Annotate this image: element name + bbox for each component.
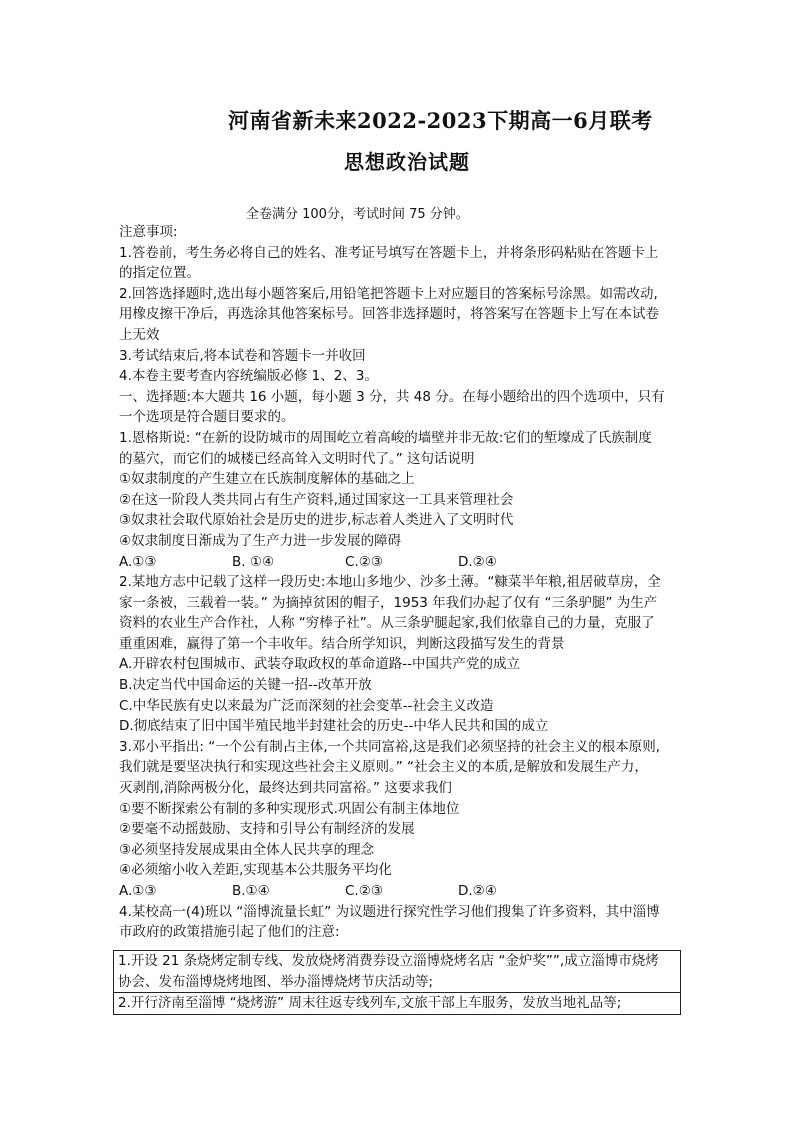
question-2-choice: D.彻底结束了旧中国半殖民地半封建社会的历史--中华人民共和国的成立	[119, 718, 549, 735]
option-b: B. ①④	[232, 553, 275, 570]
table-line: 2.开行济南至淄博 “烧烤游” 周末往返专线列车,文旅干部上车服务，发放当地礼品等;	[118, 995, 622, 1012]
question-1-stem: 1.恩格斯说: “在新的设防城市的周围屹立着高峻的墙壁并非无故:它们的堑壕成了氏族制度	[119, 429, 652, 446]
question-3-item: ②要毫不动摇鼓励、支持和引导公有制经济的发展	[119, 821, 415, 838]
table-cell	[114, 993, 681, 1015]
question-2-choice: B.决定当代中国命运的关键一招--改革开放	[119, 677, 372, 694]
question-1-item: ③奴隶社会取代原始社会是历史的进步,标志着人类进入了文明时代	[119, 512, 514, 529]
option-c: C.②③	[345, 553, 383, 570]
question-2-choice: C.中华民族有史以来最为广泛而深刻的社会变革--社会主义改造	[119, 697, 494, 714]
table-line: 1.开设 21 条烧烤定制专线、发放烧烤消费券设立淄博烧烤名店 “金炉奖””,成立淄博市烧烤	[118, 953, 659, 969]
question-3-item: ③必须坚持发展成果由全体人民共享的理念	[119, 841, 375, 858]
exam-meta: 全卷满分 100分，考试时间 75 分钟。	[246, 207, 469, 222]
question-2-stem: 家一条被，三载着一装。” 为摘掉贫困的帽子，1953 年我们办起了仅有 “三条驴腿” 为生产	[119, 594, 658, 611]
section-line: 一、选择题:本大题共 16 小题，每小题 3 分，共 48 分。在每小题给出的四个选项中，只有	[119, 388, 665, 405]
exam-title: 河南省新未来2022-2023下期高一6月联考	[228, 108, 653, 133]
exam-subtitle: 思想政治试题	[344, 150, 470, 174]
question-4-stem: 4.某校高一(4)班以 “淄博流量长虹” 为议题进行探究性学习他们搜集了许多资料，其中淄博	[119, 903, 660, 920]
question-4-stem: 市政府的政策措施引起了他们的注意:	[119, 924, 340, 941]
question-3-item: ④必须缩小收入差距,实现基本公共服务平均化	[119, 862, 392, 879]
table-row	[114, 951, 681, 993]
table-cell	[114, 951, 681, 993]
notice-line: 2.回答选择题时,选出每小题答案后,用铅笔把答题卡上对应题目的答案标号涂黑。如需改动,	[119, 285, 658, 302]
option-d: D.②④	[458, 553, 497, 570]
question-3-stem: 3.邓小平指出: “一个公有制占主体,一个共同富裕,这是我们必须坚持的社会主义的根本原则,	[119, 738, 661, 755]
notice-line: 3.考试结束后,将本试卷和答题卡一并收回	[119, 347, 366, 364]
question-1-item: ①奴隶制度的产生建立在氏族制度解体的基础之上	[119, 471, 415, 488]
notice-line: 4.本卷主要考查内容统编版必修 1、2、3。	[119, 368, 378, 385]
question-2-choice: A.开辟农村包围城市、武装夺取政权的革命道路--中国共产党的成立	[119, 656, 521, 673]
question-3-stem: 我们就是要坚决执行和实现这些社会主义原则。” “社会主义的本质,是解放和发展生产力，	[119, 759, 648, 776]
question-1-options	[119, 552, 689, 573]
table-line: 协会、发布淄博烧烤地图、举办淄博烧烤节庆活动等;	[118, 973, 434, 990]
question-2-stem: 2.某地方志中记载了这样一段历史:本地山多地少、沙多土薄。“糠菜半年粮,祖居破草房，全	[119, 574, 661, 591]
option-d: D.②④	[458, 883, 497, 899]
question-2-stem: 重重困难，赢得了第一个丰收年。结合所学知识，判断这段描写发生的背景	[119, 635, 565, 652]
question-3-stem: 灭剥削,消除两极分化，最终达到共同富裕。” 这要求我们	[119, 780, 452, 797]
policy-table	[113, 950, 681, 1015]
question-1-item: ④奴隶制度日渐成为了生产力进一步发展的障碍	[119, 532, 402, 549]
question-1-item: ②在这一阶段人类共同占有生产资料,通过国家这一工具来管理社会	[119, 491, 514, 508]
notice-line: 1.答卷前，考生务必将自己的姓名、准考证号填写在答题卡上，并将条形码粘贴在答题卡上	[119, 244, 659, 261]
notice-line: 上无效	[119, 326, 160, 343]
notice-line: 用橡皮擦干净后，再选涂其他答案标号。回答非选择题时，将答案写在答题卡上写在本试卷	[119, 306, 659, 323]
question-3-item: ①要不断探索公有制的多种实现形式.巩固公有制主体地位	[119, 800, 460, 817]
exam-content	[119, 222, 689, 943]
notice-heading: 注意事项:	[119, 224, 178, 240]
option-a: A.①③	[119, 553, 157, 570]
option-a: A.①③	[119, 883, 157, 899]
option-b: B.①④	[232, 883, 270, 899]
table-row	[114, 993, 681, 1015]
question-1-stem: 的墓穴，而它们的城楼已经高耸入文明时代了。” 这句话说明	[119, 450, 475, 467]
option-c: C.②③	[345, 883, 383, 899]
section-line: 一个选项是符合题目要求的。	[119, 409, 295, 426]
question-2-stem: 资料的农业生产合作社，人称 “穷棒子社”。从三条驴腿起家,我们依靠自己的力量，克服了	[119, 615, 655, 632]
question-3-options	[119, 881, 689, 902]
notice-line: 的指定位置。	[119, 265, 200, 282]
